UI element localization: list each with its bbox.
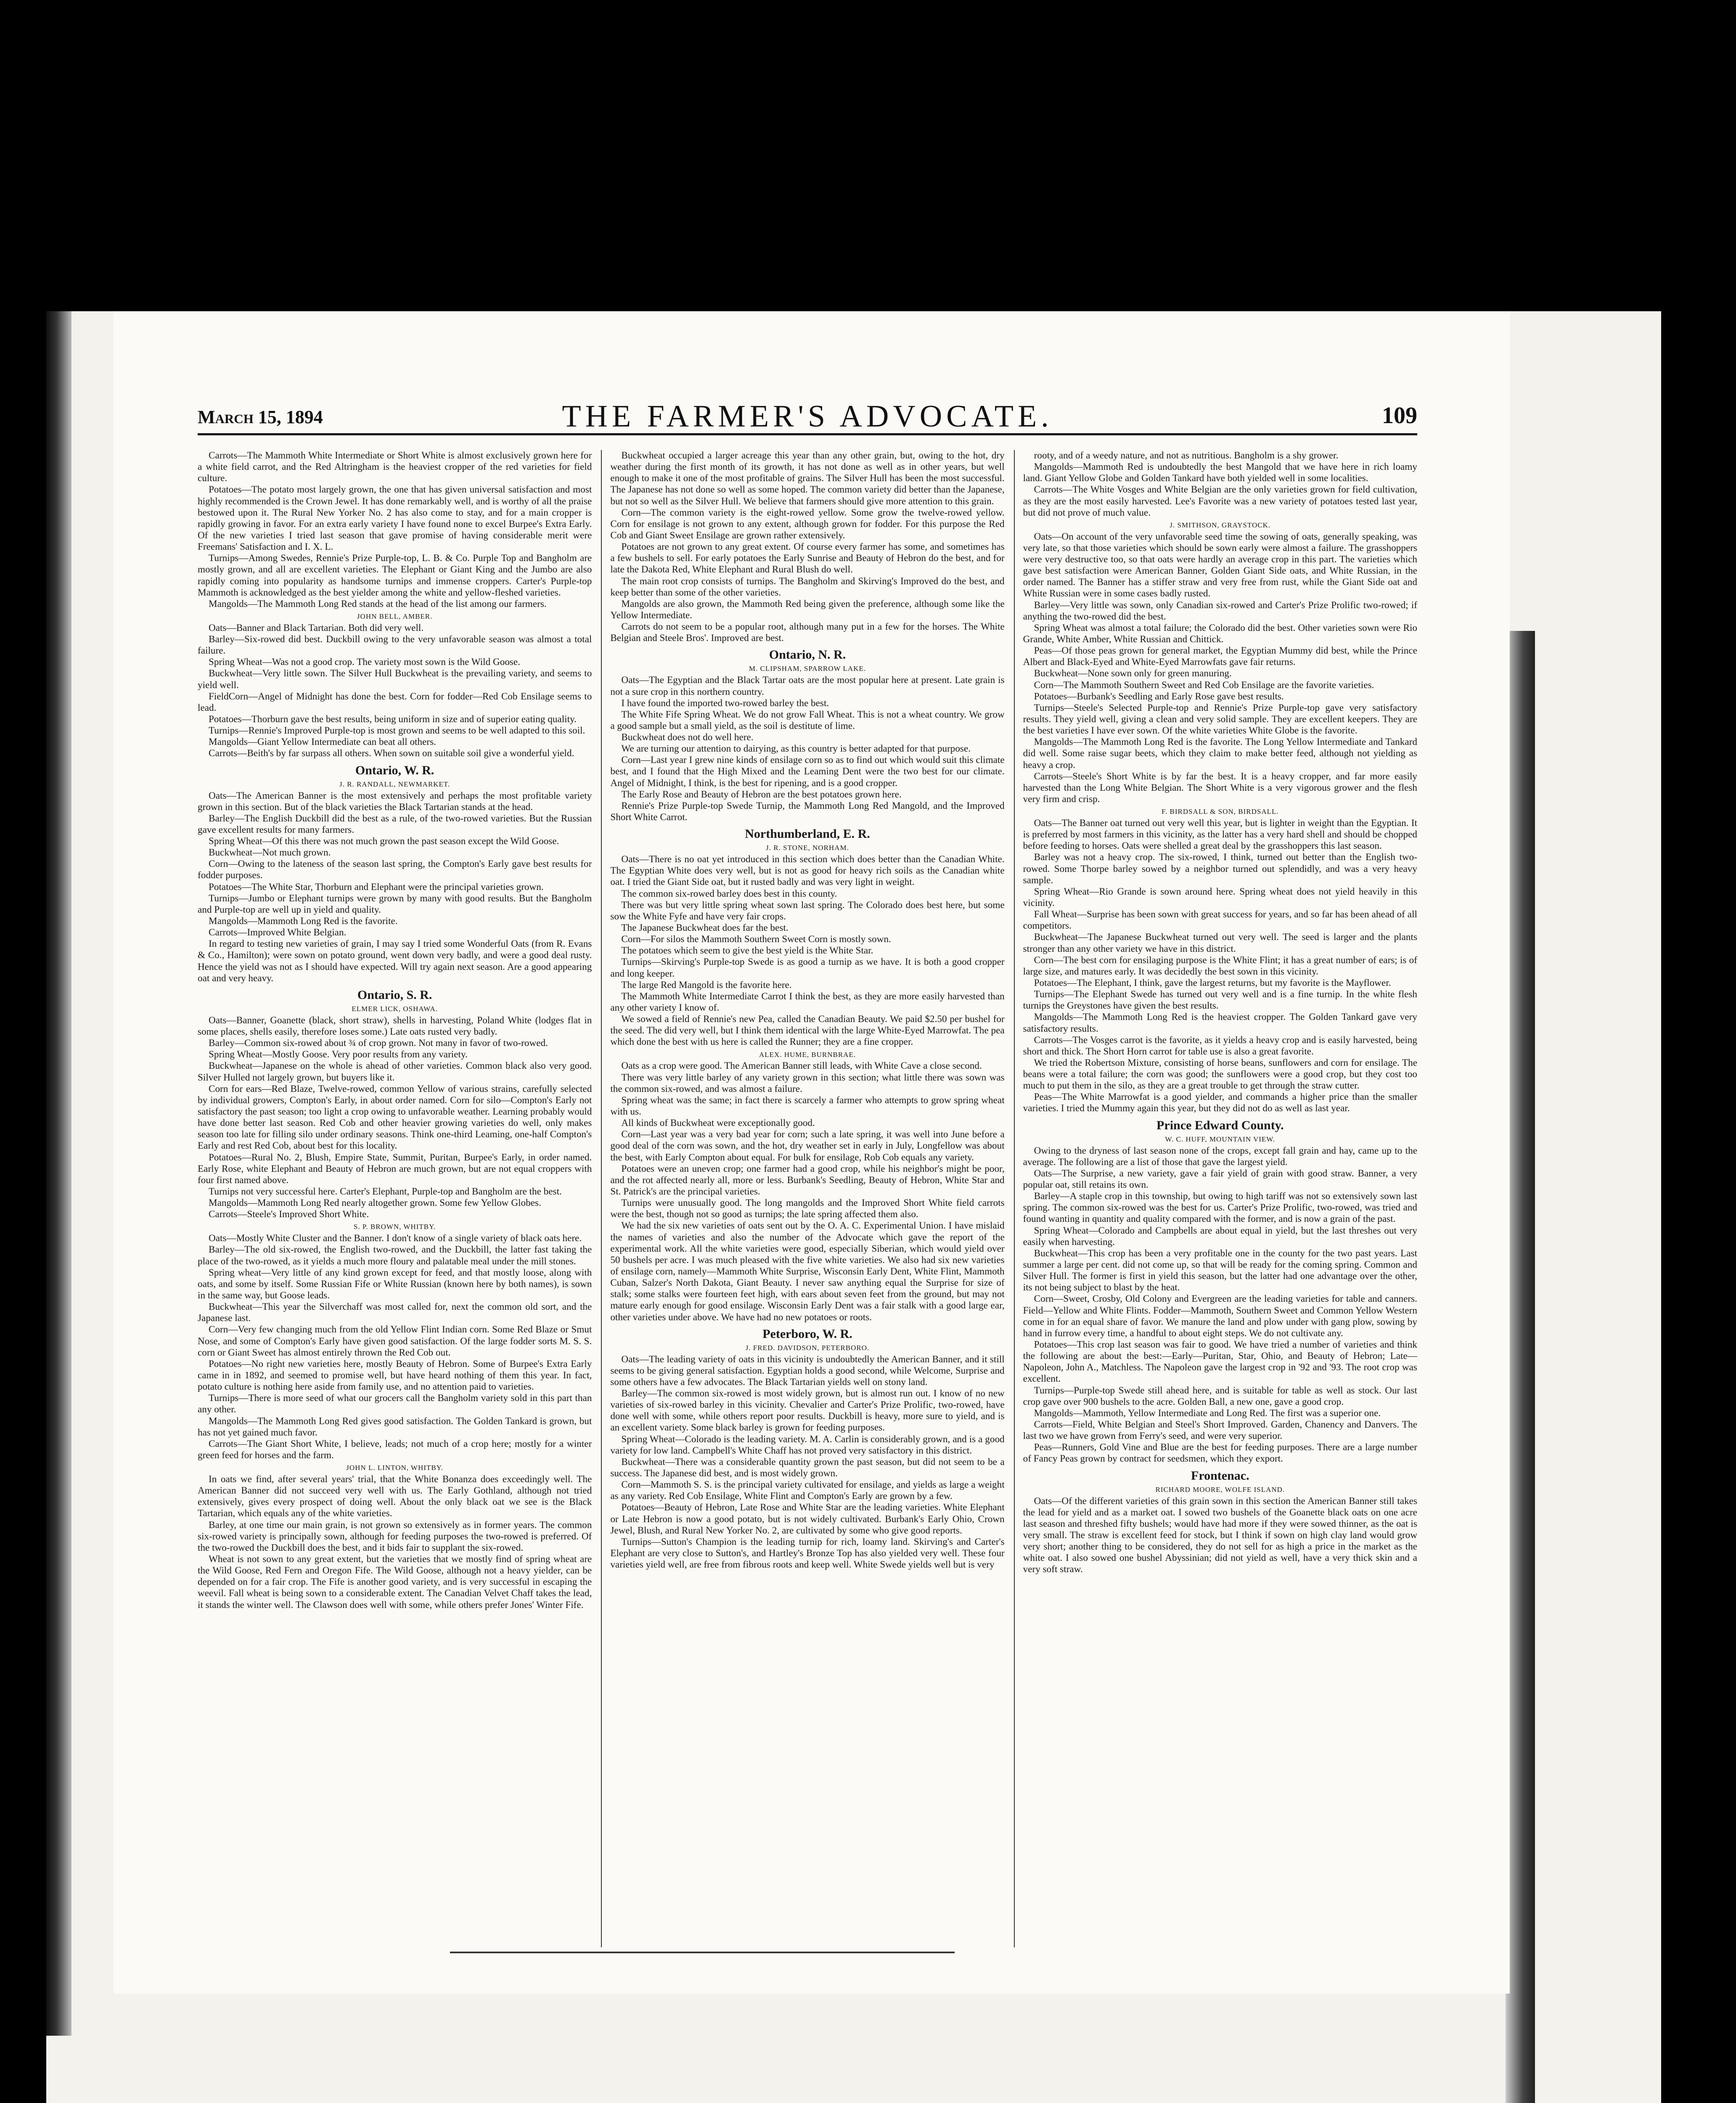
newspaper-page <box>114 311 1510 1994</box>
report-paragraph: The main root crop consists of turnips. The Bangholm and Skirving's Improved do the best, and keep better than some of the other varieties. <box>610 575 1005 598</box>
report-paragraph: Turnips—Purple-top Swede still ahead here, and is suitable for table as well as stock. Our last crop gave over 900 bushels to the acre. Golden Ball, a new one, gave a good crop. <box>1023 1385 1417 1407</box>
report-paragraph: Barley—A staple crop in this township, but owing to high tariff was not so extensively sown last spring. The common six-rowed was the best for us. Carter's Prize Prolific, two-rowed, was tried and found wanting in quantity and quality compared with the former, and is now a grain of the past. <box>1023 1191 1417 1225</box>
report-paragraph: Oats—The leading variety of oats in this vicinity is undoubtedly the American Banner, and it still seems to be giving general satisfaction. Egyptian holds a good second, while Welcome, Surprise and some others have a few advocates. The Black Tartarian yields well on stony land. <box>610 1353 1005 1388</box>
report-paragraph: Buckwheat—The Japanese Buckwheat turned out very well. The seed is larger and the plants stronger than any other variety we have in this district. <box>1023 932 1417 954</box>
report-paragraph: Potatoes—No right new varieties here, mostly Beauty of Hebron. Some of Burpee's Extra Early came in in 1892, and seemed to promise well, but have heard nothing of them this year. In fact, potato culture is nothing here aside from family use, and no attention paid to varieties. <box>198 1358 592 1393</box>
report-paragraph: Barley—Six-rowed did best. Duckbill owing to the very unfavorable season was almost a total failure. <box>198 633 592 657</box>
report-paragraph: Spring Wheat was almost a total failure; the Colorado did the best. Other varieties sown were Rio Grande, White Amber, White Russian and Chittick. <box>1023 622 1417 645</box>
report-paragraph: Potatoes—Rural No. 2, Blush, Empire State, Summit, Puritan, Burpee's Early, in order named. Early Rose, white Elephant and Beauty of Hebron are much grown, but are not equal croppers with four first named above. <box>198 1152 592 1186</box>
report-paragraph: The potatoes which seem to give the best yield is the White Star. <box>621 945 873 956</box>
report-paragraph: The common six-rowed barley does best in this county. <box>621 888 837 899</box>
report-paragraph: Oats—On account of the very unfavorable seed time the sowing of oats, generally speaking, was very late, so that those varieties which should be sown early were almost a failure. The grasshoppers were very destructive too, so that oats were hardly an average crop in this part. The varieties which gave best satisfaction were American Banner, Golden Giant Side oats, and White Russian, in the order named. The Banner has a stiffer straw and very free from rust, while the Giant Side oat and White Russian were in some cases badly rusted. <box>1023 531 1417 599</box>
correspondent-byline: J. FRED. DAVIDSON, PETERBORO. <box>745 1343 870 1352</box>
report-paragraph: Carrots—Improved White Belgian. <box>209 927 347 938</box>
report-paragraph: In regard to testing new varieties of grain, I may say I tried some Wonderful Oats (from R. Evans & Co., Hamilton); were sown on potato ground, went down very badly, and were a good deal rusty. Hence the yield was not as I should have expected. Will try again next season. Are a good appearing oat and very heavy. <box>198 938 592 984</box>
report-paragraph: Mangolds—Mammoth Long Red is the favorite. <box>209 916 398 927</box>
report-paragraph: Carrots—Beith's by far surpass all others. When sown on suitable soil give a wonderful yield. <box>209 748 574 759</box>
report-paragraph: Buckwheat—Japanese on the whole is ahead of other varieties. Common black also very good. Silver Hulled not largely grown, but buyers like it. <box>198 1060 592 1083</box>
report-paragraph: We had the six new varieties of oats sent out by the O. A. C. Experimental Union. I have mislaid the names of varieties and also the number of the Advocate which gave the report of the experimental work. All the white varieties were good, especially Siberian, which would yield over 50 bushels per acre. I was much pleased with the five white varieties. We also had six new varieties of ensilage corn, namely—Mammoth White Surprise, Wisconsin Early Dent, White Flint, Mammoth Cuban, Salzer's North Dakota, Giant Beauty. I never saw anything equal the Surprise for size of stalk; some stalks were fourteen feet high, with ears about seven feet from the ground, but may not mature early enough for good ensilage. Wisconsin Early Dent was a fair stalk with a good large ear, other varieties under above. We have had no new potatoes or roots. <box>610 1220 1005 1323</box>
issue-date: March 15, 1894 <box>198 407 323 427</box>
report-paragraph: Turnips—Jumbo or Elephant turnips were grown by many with good results. But the Bangholm and Purple-top are well up in yield and quality. <box>198 893 592 915</box>
report-paragraph: Barley—The common six-rowed is most widely grown, but is almost run out. I know of no new varieties of six-rowed barley in this vicinity. Chevalier and Carter's Prize Prolific, two-rowed, have done well with some, while others report poor results. Duckbill is heavy, more sure to yield, and is an excellent variety. Some black barley is grown for feeding purposes. <box>610 1388 1005 1433</box>
correspondent-byline: JOHN L. LINTON, WHITBY. <box>346 1464 444 1472</box>
report-paragraph: Barley, at one time our main grain, is not grown so extensively as in former years. The common six-rowed variety is principally sown, although for feeding purposes the two-rowed is preferred. Of the two-rowed the Duckbill does the best, and it bids fair to supplant the six-rowed. <box>198 1519 592 1553</box>
scan-border-left <box>0 0 46 2103</box>
report-paragraph: Spring wheat—Very little of any kind grown except for feed, and that mostly loose, along with oats, and some by itself. Some Russian Fife or White Russian (known here by both names), is sown in the same way, but Goose leads. <box>198 1267 592 1301</box>
report-paragraph: Buckwheat occupied a larger acreage this year than any other grain, but, owing to the hot, dry weather during the first month of its growth, it has not done as well as in other years, but well enough to make it one of the most profitable of grains. The Silver Hull has been the most successful. The Japanese has not done so well as some hoped. The common variety did better than the Japanese, but not so well as the Silver Hull. We believe that farmers should give more attention to this grain. <box>610 450 1005 507</box>
report-paragraph: Wheat is not sown to any great extent, but the varieties that we mostly find of spring wheat are the Wild Goose, Red Fern and Oregon Fife. The Wild Goose, although not a heavy yielder, can be depended on for a fair crop. The Fife is another good variety, and is very successful in escaping the weevil. Fall wheat is being sown to a considerable extent. The Canadian Velvet Chaff takes the lead, it stands the winter well. The Clawson does well with some, while others prefer Jones' Winter Fife. <box>198 1553 592 1610</box>
report-paragraph: Peas—The White Marrowfat is a good yielder, and commands a higher price than the smaller varieties. I tried the Mummy again this year, but they did not do as well as last year. <box>1023 1091 1417 1114</box>
region-heading: Ontario, N. R. <box>769 648 846 662</box>
report-paragraph: Barley—Common six-rowed about ¾ of crop grown. Not many in favor of two-rowed. <box>209 1038 548 1049</box>
report-paragraph: We sowed a field of Rennie's new Pea, called the Canadian Beauty. We paid $2.50 per bushel for the seed. The did very well, but I think them identical with the large White-Eyed Marrowfat. The pea which done the best with us here is called the Runner; they are a fine cropper. <box>610 1014 1005 1048</box>
region-heading: Prince Edward County. <box>1156 1118 1284 1132</box>
report-paragraph: Turnips—Steele's Selected Purple-top and Rennie's Prize Purple-top gave very satisfactory results. They yield well, giving a clean and very solid sample. They are excellent keepers. They are the best varieties I have ever sown. Of the white varieties White Globe is the favorite. <box>1023 702 1417 736</box>
report-paragraph: The White Fife Spring Wheat. We do not grow Fall Wheat. This is not a wheat country. We grow a good sample but a small yield, as the soil is destitute of lime. <box>610 709 1005 731</box>
report-paragraph: Corn—For silos the Mammoth Southern Sweet Corn is mostly sown. <box>621 934 891 945</box>
article-columns <box>198 450 1417 1947</box>
report-paragraph: Turnips—Among Swedes, Rennie's Prize Purple-top, L. B. & Co. Purple Top and Bangholm are mostly grown, and all are excellent varieties. The Elephant or Giant King and the Jumbo are also rapidly coming into popularity as handsome turnips and immense croppers. Carter's Purple-top Mammoth is acknowledged as the best yielder among the white and yellow-fleshed varieties. <box>198 553 592 598</box>
report-paragraph: The large Red Mangold is the favorite here. <box>621 979 792 991</box>
column-1 <box>198 450 592 1947</box>
report-paragraph: Carrots—Steele's Short White is by far the best. It is a heavy cropper, and far more easily harvested than the Long White Belgian. The Short White is a very vigorous grower and the flesh very firm and crisp. <box>1023 771 1417 805</box>
report-paragraph: The Japanese Buckwheat does far the best. <box>621 922 789 933</box>
report-paragraph: Peas—Of those peas grown for general market, the Egyptian Mummy did best, while the Prince Albert and Black-Eyed and White-Eyed Marrowfats gave fair returns. <box>1023 645 1417 668</box>
report-paragraph: Buckwheat—Not much grown. <box>209 847 331 858</box>
report-paragraph: Mangolds are also grown, the Mammoth Red being given the preference, although some like the Yellow Intermediate. <box>610 598 1005 621</box>
report-paragraph: Spring Wheat—Of this there was not much grown the past season except the Wild Goose. <box>209 836 559 847</box>
report-paragraph: Potatoes—The Elephant, I think, gave the largest returns, but my favorite is the Mayflower. <box>1034 977 1391 988</box>
report-paragraph: Buckwheat—Very little sown. The Silver Hull Buckwheat is the prevailing variety, and seems to yield well. <box>198 668 592 691</box>
report-paragraph: rooty, and of a weedy nature, and not as nutritious. Bangholm is a shy grower. <box>1034 450 1339 461</box>
report-paragraph: Mangolds—The Mammoth Long Red is the favorite. The Long Yellow Intermediate and Tankard did well. Some raise sugar beets, which they claim to make better feed, although not yielding as heavy a crop. <box>1023 736 1417 771</box>
report-paragraph: The Early Rose and Beauty of Hebron are the best potatoes grown here. <box>621 789 902 800</box>
report-paragraph: Peas—Runners, Gold Vine and Blue are the best for feeding purposes. There are a large number of Fancy Peas grown by contract for seedsmen, which they export. <box>1023 1442 1417 1465</box>
report-paragraph: Owing to the dryness of last season none of the crops, except fall grain and hay, came up to the average. The following are a list of those that gave the largest yield. <box>1023 1145 1417 1168</box>
report-paragraph: Oats—There is no oat yet introduced in this section which does better than the Canadian White. The Egyptian White does very well, but is not as good for heavy rich soils as the Canadian white oat. I tried the Giant Side oat, but it rusted badly and was very light in weight. <box>610 854 1005 888</box>
report-paragraph: Corn—Sweet, Crosby, Old Colony and Evergreen are the leading varieties for table and canners. Field—Yellow and White Flints. Fodder—Mammoth, Southern Sweet and Common Yellow Western come in for an equal share of favor. We manure the land and plow under with gang plow, sowing by hand in furrow every time, a handful to about eight steps. We do not cultivate any. <box>1023 1293 1417 1339</box>
report-paragraph: Barley—The English Duckbill did the best as a rule, of the two-rowed varieties. But the Russian gave excellent results for many farmers. <box>198 813 592 835</box>
report-paragraph: There was but very little spring wheat sown last spring. The Colorado does best here, but some sow the White Fyfe and have very fair crops. <box>610 899 1005 922</box>
report-paragraph: Buckwheat—This crop has been a very profitable one in the county for the two past years. Last summer a large per cent. did not come up, so that will be ready for the coming spring. Common and Silver Hull. The former is first in yield this season, but the latter had one advantage over the other, its not being subject to blast by the heat. <box>1023 1247 1417 1293</box>
report-paragraph: Mangolds—The Mammoth Long Red is the heaviest cropper. The Golden Tankard gave very satisfactory results. <box>1023 1012 1417 1034</box>
report-paragraph: Turnips—The Elephant Swede has turned out very well and is a fine turnip. In the white flesh turnips the Greystones have given the best results. <box>1023 989 1417 1012</box>
report-paragraph: Corn—Owing to the lateness of the season last spring, the Compton's Early gave best results for fodder purposes. <box>198 858 592 881</box>
correspondent-byline: ALEX. HUME, BURNBRAE. <box>759 1050 856 1059</box>
correspondent-byline: W. C. HUFF, MOUNTAIN VIEW. <box>1165 1135 1276 1143</box>
region-heading: Ontario, W. R. <box>355 763 434 777</box>
report-paragraph: Turnips were unusually good. The long mangolds and the Improved Short White field carrots were the best, though not so good as turnips; the late spring affected them also. <box>610 1197 1005 1220</box>
page-number: 109 <box>1382 403 1417 429</box>
footer-rule <box>450 1952 955 1953</box>
report-paragraph: Spring wheat was the same; in fact there is scarcely a farmer who attempts to grow spring wheat with us. <box>610 1094 1005 1117</box>
report-paragraph: Carrots—The Mammoth White Intermediate or Short White is almost exclusively grown here for a white field carrot, and the Red Altringham is the heaviest cropper of the red varieties for field culture. <box>198 450 592 484</box>
report-paragraph: Corn—Last year was a very bad year for corn; such a late spring, it was well into June before a good deal of the corn was sown, and the hot, dry weather set in early in July, Longfellow was about the best, with Early Compton about equal. For bulk for ensilage, Rob Cob equals any variety. <box>610 1129 1005 1163</box>
report-paragraph: There was very little barley of any variety grown in this section; what little there was sown was the common six-rowed, and was almost a failure. <box>610 1072 1005 1094</box>
region-heading: Northumberland, E. R. <box>745 827 870 841</box>
report-paragraph: The Mammoth White Intermediate Carrot I think the best, as they are more easily harvested than any other variety I know of. <box>610 991 1005 1013</box>
report-paragraph: Rennie's Prize Purple-top Swede Turnip, the Mammoth Long Red Mangold, and the Improved Short White Carrot. <box>610 800 1005 823</box>
publication-title: THE FARMER'S ADVOCATE. <box>562 399 1053 434</box>
report-paragraph: Oats—The Egyptian and the Black Tartar oats are the most popular here at present. Late grain is not a sure crop in this northern country. <box>610 675 1005 697</box>
report-paragraph: Oats—Banner, Goanette (black, short straw), shells in harvesting, Poland White (lodges flat in some places, shells easily, therefore loses some.) Late oats rusted very badly. <box>198 1014 592 1037</box>
report-paragraph: FieldCorn—Angel of Midnight has done the best. Corn for fodder—Red Cob Ensilage seems to lead. <box>198 691 592 713</box>
report-paragraph: Oats—The Surprise, a new variety, gave a fair yield of grain with good straw. Banner, a very popular oat, still retains its own. <box>1023 1168 1417 1191</box>
report-paragraph: Potatoes were an uneven crop; one farmer had a good crop, while his neighbor's might be poor, and the rot affected nearly all, more or less. Burbank's Seedling, Beauty of Hebron, White Star and St. Patrick's are the principal varieties. <box>610 1163 1005 1197</box>
report-paragraph: Potatoes—The potato most largely grown, the one that has given universal satisfaction and most highly recommended is the Crown Jewel. It has done remarkably well, and is worthy of all the praise bestowed upon it. The Rural New Yorker No. 2 has also come to stay, and for a main cropper is rapidly growing in favor. For an extra early variety I have found none to excel Burpee's Extra Early. Of the new varieties I tried last season that gave promise of having considerable merit were Freemans' Satisfaction and I. X. L. <box>198 484 592 553</box>
report-paragraph: Oats—Mostly White Cluster and the Banner. I don't know of a single variety of black oats here. <box>209 1233 582 1244</box>
report-paragraph: Turnips not very successful here. Carter's Elephant, Purple-top and Bangholm are the best. <box>209 1186 562 1197</box>
report-paragraph: Buckwheat does not do well here. <box>621 732 754 743</box>
binding-edge <box>46 311 71 2036</box>
report-paragraph: Buckwheat—There was a considerable quantity grown the past season, but did not seem to be a success. The Japanese did best, and is most widely grown. <box>610 1456 1005 1479</box>
report-paragraph: Fall Wheat—Surprise has been sown with great success for years, and so far has been ahead of all competitors. <box>1023 909 1417 932</box>
correspondent-byline: S. P. BROWN, WHITBY. <box>353 1223 436 1231</box>
report-paragraph: In oats we find, after several years' trial, that the White Bonanza does exceedingly well. The American Banner did not succeed very well with us. The Early Gothland, although not tried extensively, gives every prospect of doing well. About the only black oat we see is the Black Tartarian, which equals any of the white varieties. <box>198 1473 592 1519</box>
report-paragraph: Potatoes are not grown to any great extent. Of course every farmer has some, and sometimes has a few bushels to sell. For early potatoes the Early Sunrise and Beauty of Hebron do the best, and for late the Dakota Red, White Elephant and Rural Blush do well. <box>610 541 1005 575</box>
report-paragraph: Barley was not a heavy crop. The six-rowed, I think, turned out better than the English two-rowed. Some Thorpe barley sowed by a neighbor turned out splendidly, and was a very heavy sample. <box>1023 852 1417 886</box>
report-paragraph: Turnips—Skirving's Purple-top Swede is as good a turnip as we have. It is both a good cropper and long keeper. <box>610 956 1005 979</box>
report-paragraph: Corn—The common variety is the eight-rowed yellow. Some grow the twelve-rowed yellow. Corn for ensilage is not grown to any extent, although grown for fodder. For this purpose the Red Cob and Giant Sweet Ensilage are grown rather extensively. <box>610 507 1005 541</box>
report-paragraph: Buckwheat—This year the Silverchaff was most called for, next the common old sort, and the Japanese last. <box>198 1301 592 1324</box>
masthead <box>198 395 1417 435</box>
report-paragraph: Corn—Last year I grew nine kinds of ensilage corn so as to find out which would suit this climate best, and I found that the High Mixed and the Leaming Dent were the two best for our climate. Angel of Midnight, I think, is the best for ripening, and is a good cropper. <box>610 755 1005 789</box>
report-paragraph: Carrots do not seem to be a popular root, although many put in a few for the horses. The White Belgian and Steele Bros'. Improved are best. <box>610 621 1005 644</box>
correspondent-byline: J. SMITHSON, GRAYSTOCK. <box>1170 521 1271 529</box>
region-heading: Peterboro, W. R. <box>762 1327 852 1341</box>
scanned-sheet <box>46 311 1661 2103</box>
report-paragraph: Oats—Of the different varieties of this grain sown in this section the American Banner still takes the lead for yield and as a market oat. I sowed two bushels of the Goanette black oats on one acre last season and threshed fifty bushels; would have had more if they were sowed thinner, as the oat is very small. The straw is excellent feed for stock, but I think if sown on high clay land would grow very short; another thing to be considered, they do not sell for as high a price in the market as the white oat. I also sowed one bushel Abyssinian; did not yield as well, have a very thick skin and a very soft straw. <box>1023 1495 1417 1575</box>
report-paragraph: Oats—Banner and Black Tartarian. Both did very well. <box>209 622 424 633</box>
report-paragraph: Potatoes—This crop last season was fair to good. We have tried a number of varieties and think the following are about the best:—Early—Puritan, Star, Ohio, and Beauty of Hebron; Late—Napoleon, John A., Matchless. The Napoleon gave the largest crop in '92 and '93. The root crop was excellent. <box>1023 1339 1417 1385</box>
report-paragraph: Mangolds—Mammoth, Yellow Intermediate and Long Red. The first was a superior one. <box>1034 1407 1381 1419</box>
report-paragraph: Carrots—The Giant Short White, I believe, leads; not much of a crop here; mostly for a winter green feed for horses and the farm. <box>198 1438 592 1461</box>
column-2 <box>601 450 1004 1947</box>
report-paragraph: Potatoes—Beauty of Hebron, Late Rose and White Star are the leading varieties. White Elephant or Late Hebron is now a good potato, but is not widely cultivated. Burbank's Early Ohio, Crown Jewel, Blush, and Rural New Yorker No. 2, are cultivated by some who give good reports. <box>610 1502 1005 1536</box>
report-paragraph: Spring Wheat—Colorado and Campbells are about equal in yield, but the last threshes out very easily when harvesting. <box>1023 1225 1417 1247</box>
report-paragraph: I have found the imported two-rowed barley the best. <box>621 697 829 709</box>
region-heading: Ontario, S. R. <box>357 988 432 1002</box>
report-paragraph: Corn for ears—Red Blaze, Twelve-rowed, common Yellow of various strains, carefully selected by individual growers, Compton's Early, in about order named. Corn for silo—Compton's Early not satisfactory the past season; too light a crop owing to unfavorable weather. Learning probably would have done better last season. Red Cob and other heavier growing varieties do well, only makes season too late for filling silo under ordinary seasons. Think one-third Leaming, one-half Compton's Early and rest Red Cob, about best for this locality. <box>198 1083 592 1152</box>
report-paragraph: Corn—The Mammoth Southern Sweet and Red Cob Ensilage are the favorite varieties. <box>1034 679 1374 691</box>
report-paragraph: Turnips—Rennie's Improved Purple-top is most grown and seems to be well adapted to this soil. <box>209 725 585 736</box>
report-paragraph: Mangolds—Giant Yellow Intermediate can beat all others. <box>209 736 436 748</box>
report-paragraph: We tried the Robertson Mixture, consisting of horse beans, sunflowers and corn for ensilage. The beans were a total failure; the corn was good; the sunflowers were a good crop, but they cost too much to put them in the silo, as they are a great trouble to get through the straw cutter. <box>1023 1057 1417 1091</box>
region-heading: Frontenac. <box>1191 1468 1249 1483</box>
report-paragraph: Spring Wheat—Mostly Goose. Very poor results from any variety. <box>209 1049 468 1060</box>
page-stack-edge <box>1506 631 1535 2103</box>
report-paragraph: Oats as a crop were good. The American Banner still leads, with White Cave a close second. <box>621 1060 982 1072</box>
report-paragraph: Corn—Very few changing much from the old Yellow Flint Indian corn. Some Red Blaze or Smut Nose, and some of Compton's Early have given good satisfaction. Of the large fodder sorts M. S. S. corn or Giant Sweet has almost entirely thrown the Red Cob out. <box>198 1324 592 1358</box>
correspondent-byline: J. R. STONE, NORHAM. <box>766 844 849 852</box>
report-paragraph: Potatoes—Thorburn gave the best results, being uniform in size and of superior eating quality. <box>209 713 577 725</box>
correspondent-byline: M. CLIPSHAM, SPARROW LAKE. <box>749 665 866 673</box>
correspondent-byline: JOHN BELL, AMBER. <box>357 612 433 620</box>
report-paragraph: Carrots—Field, White Belgian and Steel's Short Improved. Garden, Chanency and Danvers. The last two we have grown from Ferry's seed, and were very superior. <box>1023 1419 1417 1442</box>
correspondent-byline: J. R. RANDALL, NEWMARKET. <box>339 780 450 788</box>
report-paragraph: Carrots—Steele's Improved Short White. <box>209 1209 369 1220</box>
report-paragraph: Spring Wheat—Was not a good crop. The variety most sown is the Wild Goose. <box>209 657 521 668</box>
report-paragraph: Turnips—There is more seed of what our grocers call the Bangholm variety sold in this part than any other. <box>198 1393 592 1415</box>
report-paragraph: Carrots—The Vosges carrot is the favorite, as it yields a heavy crop and is easily harvested, being short and thick. The Short Horn carrot for table use is also a great favorite. <box>1023 1034 1417 1057</box>
report-paragraph: Turnips—Sutton's Champion is the leading turnip for rich, loamy land. Skirving's and Carter's Elephant are very close to Sutton's, and Hartley's Bronze Top has also yielded very well. These four varieties yield well, are free from fibrous roots and keep well. White Swede yields well but is very <box>610 1536 1005 1571</box>
report-paragraph: Oats—The Banner oat turned out very well this year, but is lighter in weight than the Egyptian. It is preferred by most farmers in this vicinity, as the latter has a very hard shell and should be chopped before feeding to horses. Oats were shelled a great deal by the grasshoppers this last season. <box>1023 817 1417 852</box>
report-paragraph: Potatoes—The White Star, Thorburn and Elephant were the principal varieties grown. <box>209 881 544 893</box>
report-paragraph: All kinds of Buckwheat were exceptionally good. <box>621 1118 815 1129</box>
report-paragraph: Potatoes—Burbank's Seedling and Early Rose gave best results. <box>1034 691 1284 702</box>
correspondent-byline: RICHARD MOORE, WOLFE ISLAND. <box>1155 1485 1285 1494</box>
report-paragraph: Spring Wheat—Colorado is the leading variety. M. A. Carlin is considerably grown, and is a good variety for low land. Campbell's White Chaff has not proved very satisfactory in this district. <box>610 1433 1005 1456</box>
correspondent-byline: ELMER LICK, OSHAWA. <box>352 1004 438 1013</box>
report-paragraph: Buckwheat—None sown only for green manuring. <box>1034 668 1232 679</box>
report-paragraph: Mangolds—The Mammoth Long Red stands at the head of the list among our farmers. <box>209 598 547 609</box>
report-paragraph: Barley—Very little was sown, only Canadian six-rowed and Carter's Prize Prolific two-rowed; if anything the two-rowed did the best. <box>1023 599 1417 622</box>
report-paragraph: Mangolds—Mammoth Long Red nearly altogether grown. Some few Yellow Globes. <box>209 1197 541 1209</box>
report-paragraph: Corn—The best corn for ensilaging purpose is the White Flint; it has a great number of ears; is of large size, and matures early. It was decidedly the best sown in this vicinity. <box>1023 954 1417 977</box>
report-paragraph: Mangolds—Mammoth Red is undoubtedly the best Mangold that we have here in rich loamy land. Giant Yellow Globe and Golden Tankard have both yielded well in some localities. <box>1023 461 1417 484</box>
column-3 <box>1014 450 1417 1947</box>
report-paragraph: Barley—The old six-rowed, the English two-rowed, and the Duckbill, the latter fast taking the place of the two-rowed, as it yields a much more floury and palatable meal under the mill stones. <box>198 1244 592 1267</box>
report-paragraph: Corn—Mammoth S. S. is the principal variety cultivated for ensilage, and yields as large a weight as any variety. Red Cob Ensilage, White Flint and Compton's Early are grown by a few. <box>610 1479 1005 1502</box>
report-paragraph: Oats—The American Banner is the most extensively and perhaps the most profitable variety grown in this section. But of the black varieties the Black Tartarian stands at the head. <box>198 790 592 813</box>
report-paragraph: We are turning our attention to dairying, as this country is better adapted for that purpose. <box>621 743 971 755</box>
correspondent-byline: F. BIRDSALL & SON, BIRDSALL. <box>1161 808 1279 816</box>
report-paragraph: Mangolds—The Mammoth Long Red gives good satisfaction. The Golden Tankard is grown, but has not yet gained much favor. <box>198 1415 592 1438</box>
report-paragraph: Carrots—The White Vosges and White Belgian are the only varieties grown for field cultivation, as they are the most easily harvested. Lee's Favorite was a new variety of potatoes tested last year, but did not prove of much value. <box>1023 484 1417 518</box>
report-paragraph: Spring Wheat—Rio Grande is sown around here. Spring wheat does not yield heavily in this vicinity. <box>1023 886 1417 908</box>
